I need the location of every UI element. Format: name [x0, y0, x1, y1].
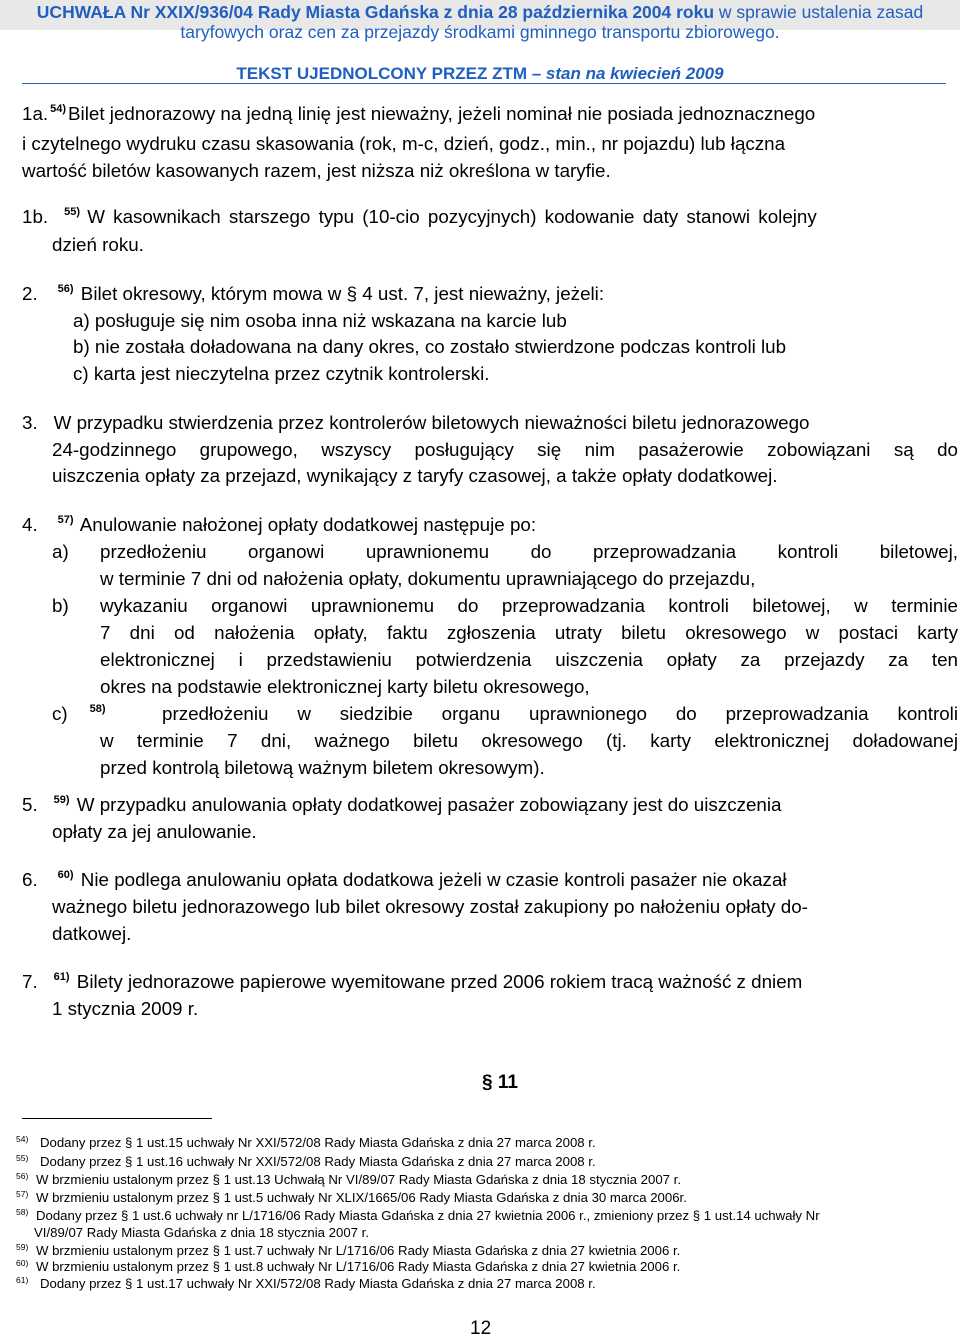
paragraph-line	[22, 101, 958, 127]
list-item-text: przedłożeniu organowi uprawnionemu do przeprowadzania kontroli biletowej,	[100, 541, 958, 562]
paragraph-line	[22, 867, 787, 893]
footnote-ref: 61)	[53, 971, 70, 983]
list-item-text: w terminie 7 dni od nałożenia opłaty, dokumentu uprawniającego do przejazdu,	[100, 568, 756, 589]
footnote-60	[16, 1258, 680, 1275]
list-item	[100, 647, 958, 673]
paragraph-number: 3.	[22, 412, 38, 433]
subtitle-italic: stan na kwiecień 2009	[545, 64, 724, 83]
footnote-text: W brzmieniu ustalonym przez § 1 ust.8 uchwały Nr L/1716/06 Rady Miasta Gdańska z dnia 27 kwietnia 2006 r.	[35, 1259, 681, 1274]
footnote-text: W brzmieniu ustalonym przez § 1 ust.5 uchwały Nr XLIX/1665/06 Rady Miasta Gdańska z dnia 30 marca 2006r.	[35, 1190, 687, 1205]
list-item	[100, 593, 958, 619]
section-heading: § 11	[482, 1072, 518, 1093]
footnote-text: W brzmieniu ustalonym przez § 1 ust.13 Uchwałą Nr VI/89/07 Rady Miasta Gdańska z dnia 18 stycznia 2007 r.	[35, 1172, 681, 1187]
list-item	[162, 701, 958, 727]
paragraph-line: dzień roku.	[52, 234, 144, 255]
list-label: a)	[52, 541, 69, 562]
list-item-text: w terminie 7 dni, ważnego biletu okresowego (tj. karty elektronicznej doładowanej	[100, 730, 958, 751]
footnote-text: Dodany przez § 1 ust.17 uchwały Nr XXI/572/08 Rady Miasta Gdańska z dnia 27 marca 2008 r.	[39, 1276, 596, 1291]
header-title-bold: UCHWAŁA Nr XXIX/936/04 Rady Miasta Gdańska z dnia 28 października 2004 roku	[36, 2, 715, 22]
list-item-text: wykazaniu organowi uprawnionemu do przeprowadzania kontroli biletowej, w terminie	[100, 595, 958, 616]
paragraph-line: 1 stycznia 2009 r.	[52, 998, 199, 1019]
paragraph-line	[22, 204, 817, 230]
footnote-separator	[22, 1118, 212, 1119]
footnote-text: Dodany przez § 1 ust.15 uchwały Nr XXI/572/08 Rady Miasta Gdańska z dnia 27 marca 2008 r.	[39, 1135, 596, 1150]
footnote-56	[16, 1171, 681, 1188]
paragraph-number: 1b.	[22, 206, 49, 227]
footnote-text: Dodany przez § 1 ust.16 uchwały Nr XXI/572/08 Rady Miasta Gdańska z dnia 27 marca 2008 r.	[39, 1154, 596, 1169]
paragraph-line: wartość biletów kasowanych razem, jest niższa niż określona w taryfie.	[22, 160, 611, 181]
footnote-ref: 56)	[57, 283, 74, 295]
paragraph-number: 7.	[22, 971, 38, 992]
footnote-number: 57)	[16, 1189, 29, 1199]
consolidated-text-subtitle	[0, 64, 960, 84]
footnote-number: 61)	[16, 1275, 29, 1285]
paragraph-line: uiszczenia opłaty za przejazd, wynikający z taryfy czasowej, a także opłaty dodatkowej.	[52, 465, 778, 486]
footnote-ref: 58)	[89, 703, 106, 715]
paragraph-number: 2.	[22, 283, 38, 304]
footnote-55	[16, 1153, 596, 1170]
footnote-57	[16, 1189, 687, 1206]
footnote-61	[16, 1275, 596, 1292]
footnote-ref: 57)	[57, 514, 74, 526]
paragraph-line: datkowej.	[52, 923, 132, 944]
footnote-ref: 54)	[50, 103, 67, 115]
list-item-text: 7 dni od nałożenia opłaty, faktu zgłoszenia utraty biletu okresowego w postaci karty	[100, 622, 958, 643]
footnote-58-continued: VI/89/07 Rady Miasta Gdańska z dnia 18 stycznia 2007 r.	[34, 1225, 370, 1240]
footnote-number: 58)	[16, 1207, 29, 1217]
list-label: b)	[52, 595, 69, 616]
paragraph-text: W kasownikach starszego typu (10-cio pozycyjnych) kodowanie daty stanowi kolejny	[87, 206, 817, 227]
header-line-2: taryfowych oraz cen za przejazdy środkami gminnego transportu zbiorowego.	[180, 22, 780, 42]
footnote-number: 60)	[16, 1258, 29, 1268]
paragraph-text: Anulowanie nałożonej opłaty dodatkowej następuje po:	[79, 514, 537, 535]
footnote-number: 59)	[16, 1242, 29, 1252]
footnote-text: Dodany przez § 1 ust.6 uchwały nr L/1716/06 Rady Miasta Gdańska z dnia 27 kwietnia 2006 r., zmieniony przez § 1 ust.14 uchwały Nr	[35, 1208, 820, 1223]
paragraph-text: Nie podlega anulowaniu opłata dodatkowa jeżeli w czasie kontroli pasażer nie okazał	[80, 869, 787, 890]
footnote-number: 56)	[16, 1171, 29, 1181]
list-item	[100, 728, 958, 754]
paragraph-line	[22, 512, 536, 538]
footnote-59	[16, 1242, 680, 1259]
paragraph-line: i czytelnego wydruku czasu skasowania (rok, m-c, dzień, godz., min., nr pojazdu) lub łączna	[22, 133, 786, 154]
paragraph-line	[22, 969, 802, 995]
footnote-text: W brzmieniu ustalonym przez § 1 ust.7 uchwały Nr L/1716/06 Rady Miasta Gdańska z dnia 27 kwietnia 2006 r.	[35, 1243, 681, 1258]
paragraph-text: W przypadku stwierdzenia przez kontrolerów biletowych nieważności biletu jednorazowego	[53, 412, 810, 433]
page-number: 12	[470, 1318, 492, 1339]
paragraph-text: 24-godzinnego grupowego, wszyscy posługujący się nim pasażerowie zobowiązani są do	[52, 439, 958, 460]
paragraph-text: Bilet jednorazowy na jedną linię jest nieważny, jeżeli nominał nie posiada jednoznacznego	[68, 103, 816, 124]
list-item-text: przed kontrolą biletową ważnym biletem okresowym).	[100, 757, 545, 778]
footnote-number: 54)	[16, 1134, 29, 1144]
paragraph-text: Bilet okresowy, którym mowa w § 4 ust. 7, jest nieważny, jeżeli:	[80, 283, 605, 304]
list-item: b) nie została doładowana na dany okres, co zostało stwierdzone podczas kontroli lub	[73, 336, 787, 357]
list-item	[100, 539, 958, 565]
paragraph-text: Bilety jednorazowe papierowe wyemitowane przed 2006 rokiem tracą ważność z dniem	[76, 971, 803, 992]
list-label	[52, 701, 108, 727]
header-line-1	[0, 2, 960, 23]
footnote-ref: 55)	[64, 206, 81, 218]
paragraph-number: 1a.	[22, 103, 49, 124]
list-item	[100, 620, 958, 646]
document-header	[0, 0, 960, 42]
footnote-54	[16, 1134, 596, 1151]
header-rule	[22, 83, 946, 84]
list-item: c) karta jest nieczytelna przez czytnik kontrolerski.	[73, 363, 490, 384]
paragraph-line	[22, 792, 958, 818]
footnote-ref: 59)	[53, 794, 70, 806]
footnote-58	[16, 1207, 820, 1224]
paragraph-number: 5.	[22, 794, 38, 815]
paragraph-line	[22, 281, 604, 307]
list-item-text: okres na podstawie elektronicznej karty biletu okresowego,	[100, 676, 590, 697]
list-item-text: przedłożeniu w siedzibie organu uprawnionego do przeprowadzania kontroli	[162, 703, 958, 724]
subtitle-plain: TEKST UJEDNOLCONY PRZEZ ZTM –	[236, 64, 546, 83]
footnote-number: 55)	[16, 1153, 29, 1163]
list-label-letter: c)	[52, 703, 68, 724]
paragraph-line: opłaty za jej anulowanie.	[52, 821, 257, 842]
paragraph-line	[52, 437, 958, 463]
paragraph-text: W przypadku anulowania opłaty dodatkowej pasażer zobowiązany jest do uiszczenia	[76, 794, 782, 815]
list-item-text: elektronicznej i przedstawieniu potwierdzenia uiszczenia opłaty za przejazdy za ten	[100, 649, 958, 670]
list-item: a) posługuje się nim osoba inna niż wskazana na karcie lub	[73, 310, 567, 331]
paragraph-line: ważnego biletu jednorazowego lub bilet okresowy został zakupiony po nałożeniu opłaty do-	[52, 896, 808, 917]
paragraph-number: 4.	[22, 514, 38, 535]
paragraph-line	[22, 410, 809, 436]
paragraph-number: 6.	[22, 869, 38, 890]
header-title-rest: w sprawie ustalenia zasad	[714, 2, 924, 22]
footnote-ref: 60)	[57, 869, 74, 881]
